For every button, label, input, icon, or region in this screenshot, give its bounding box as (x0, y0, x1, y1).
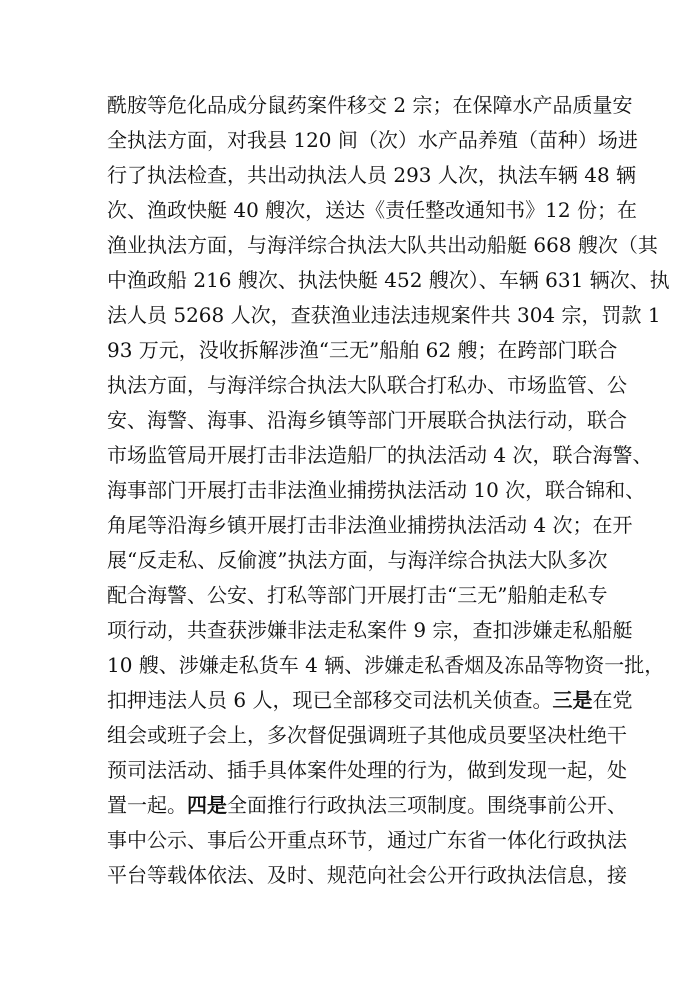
text-segment: 平台等载体依法、及时、规范向社会公开行政执法信息，接 (107, 863, 627, 887)
text-line (107, 858, 627, 893)
text-segment: 次、渔政快艇 40 艘次，送达《责任整改通知书》12 份；在 (107, 198, 637, 222)
text-line (107, 298, 661, 333)
text-line (107, 438, 653, 473)
text-segment: 法人员 5268 人次，查获渔业违法违规案件共 304 宗，罚款 1 (107, 303, 661, 327)
text-segment: 配合海警、公安、打私等部门开展打击“三无”船舶走私专 (107, 583, 608, 607)
text-line (107, 333, 618, 368)
text-line (107, 368, 627, 403)
text-line (107, 543, 608, 578)
text-segment: 执法方面，与海洋综合执法大队联合打私办、市场监管、公 (107, 373, 627, 397)
text-segment: 预司法活动、插手具体案件处理的行为，做到发现一起，处 (107, 758, 627, 782)
text-line (107, 753, 627, 788)
text-line (107, 473, 646, 508)
text-line (107, 88, 633, 123)
text-segment: 项行动，共查获涉嫌非法走私案件 9 宗，查扣涉嫌走私船艇 (107, 618, 633, 642)
text-segment: 全执法方面，对我县 120 间（次）水产品养殖（苗种）场进 (107, 128, 638, 152)
text-segment: 93 万元，没收拆解涉渔“三无”船舶 62 艘；在跨部门联合 (107, 338, 618, 362)
text-segment: 事中公示、事后公开重点环节，通过广东省一体化行政执法 (107, 828, 627, 852)
text-line (107, 193, 637, 228)
text-segment: 行了执法检查，共出动执法人员 293 人次，执法车辆 48 辆 (107, 163, 637, 187)
text-line (107, 718, 627, 753)
text-segment: 中渔政船 216 艘次、执法快艇 452 艘次）、车辆 631 辆次、执 (107, 268, 670, 292)
text-line (107, 228, 658, 263)
text-segment: 渔业执法方面，与海洋综合执法大队共出动船艇 668 艘次（其 (107, 233, 658, 257)
bold-text-segment: 四是 (187, 793, 227, 817)
text-segment: 酰胺等危化品成分鼠药案件移交 2 宗；在保障水产品质量安 (107, 93, 633, 117)
text-line (107, 508, 633, 543)
text-segment: 扣押违法人员 6 人，现已全部移交司法机关侦查。 (107, 688, 553, 712)
text-line (107, 578, 608, 613)
text-segment: 10 艘、涉嫌走私货车 4 辆、涉嫌走私香烟及冻品等物资一批， (107, 653, 665, 677)
bold-text-segment: 三是 (552, 688, 593, 712)
text-segment: 在党 (592, 688, 633, 712)
body-text (107, 88, 670, 893)
text-line (107, 263, 670, 298)
text-line (107, 683, 633, 718)
text-line (107, 613, 633, 648)
text-segment: 市场监管局开展打击非法造船厂的执法活动 4 次，联合海警、 (107, 443, 653, 467)
text-segment: 全面推行行政执法三项制度。围绕事前公开、 (227, 793, 627, 817)
text-line (107, 403, 627, 438)
text-segment: 组会或班子会上，多次督促强调班子其他成员要坚决杜绝干 (107, 723, 627, 747)
text-segment: 海事部门开展打击非法渔业捕捞执法活动 10 次，联合锦和、 (107, 478, 646, 502)
text-segment: 置一起。 (107, 793, 187, 817)
text-line (107, 823, 627, 858)
text-line (107, 648, 665, 683)
text-segment: 安、海警、海事、沿海乡镇等部门开展联合执法行动，联合 (107, 408, 627, 432)
text-line (107, 123, 638, 158)
text-segment: 展“反走私、反偷渡”执法方面，与海洋综合执法大队多次 (107, 548, 608, 572)
text-segment: 角尾等沿海乡镇开展打击非法渔业捕捞执法活动 4 次；在开 (107, 513, 633, 537)
text-line (107, 158, 637, 193)
text-line (107, 788, 627, 823)
